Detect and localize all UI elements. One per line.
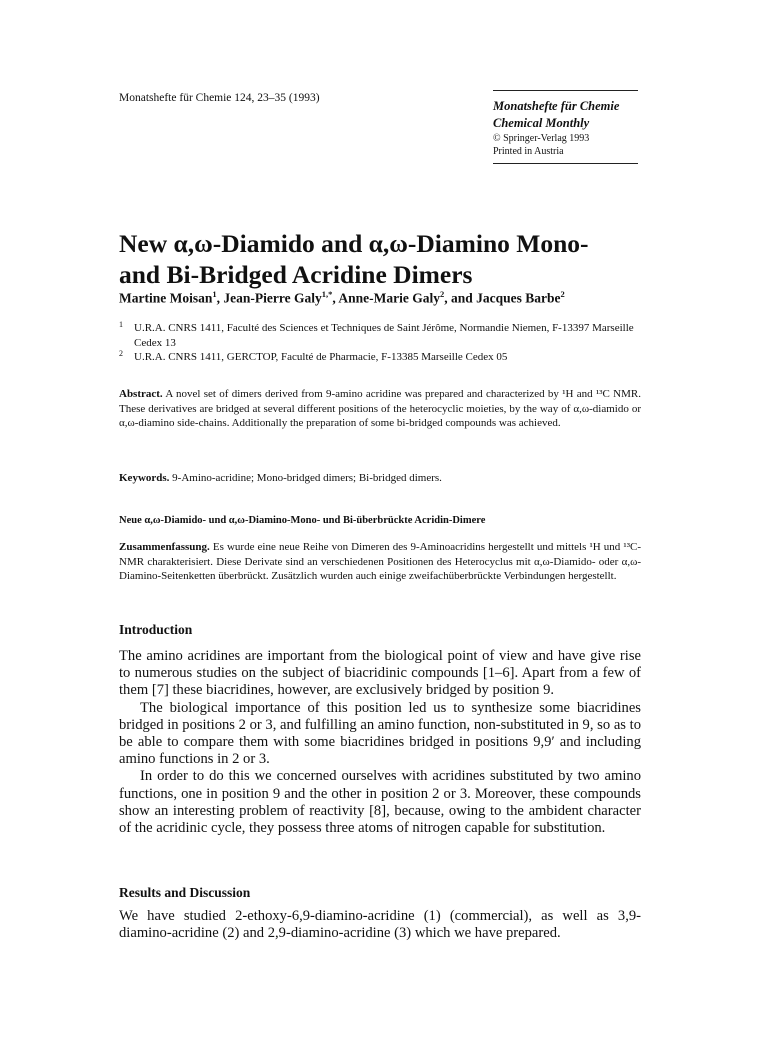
author-name: Jean-Pierre Galy	[223, 290, 322, 306]
zusammenfassung	[119, 540, 641, 584]
author-name: Martine Moisan	[119, 290, 213, 306]
publisher-rule-bottom	[493, 163, 638, 164]
publisher-box	[493, 90, 638, 164]
author-name: Anne-Marie Galy	[338, 290, 440, 306]
introduction-heading: Introduction	[119, 622, 193, 637]
publisher-rule-top	[493, 90, 638, 91]
affiliations	[119, 321, 639, 365]
abstract-label: Abstract.	[119, 388, 163, 400]
introduction-paragraph: The amino acridines are important from the biological point of view and have give rise to numerous studies on the subject of biacridinic compounds [1–6]. Apart from a few of them [7] these biacridines, however, are exclusively bridged by position 9.	[119, 648, 641, 699]
affiliation-number: 2	[119, 349, 123, 358]
results-paragraph: We have studied 2-ethoxy-6,9-diamino-acridine (1) (commercial), as well as 3,9-diamino-acridine (2) and 2,9-diamino-acridine (3) which we have prepared.	[119, 908, 641, 942]
journal-name-de: Monatshefte für Chemie	[493, 99, 620, 113]
author-separator: , and	[444, 290, 477, 306]
affiliation-text: U.R.A. CNRS 1411, GERCTOP, Faculté de Pharmacie, F-13385 Marseille Cedex 05	[134, 351, 508, 363]
author-separator: ,	[216, 290, 224, 306]
affiliation-text: U.R.A. CNRS 1411, Faculté des Sciences et Techniques de Saint Jérôme, Normandie Niemen, F-13397 Marseille Cedex 13	[134, 322, 634, 349]
introduction-paragraph: The biological importance of this position led us to synthesize some biacridines bridged in positions 2 or 3, and fulfilling an amino function, non-substituted in 9, so as to be able to compare them with some biacridines bridged in positions 9,9′ and including amino functions in 2 or 3.	[119, 699, 641, 768]
affiliation-number: 1	[119, 320, 123, 329]
results-heading: Results and Discussion	[119, 885, 251, 900]
author-name: Jacques Barbe	[476, 290, 561, 306]
abstract	[119, 387, 641, 431]
journal-reference: Monatshefte für Chemie 124, 23–35 (1993)	[119, 92, 320, 104]
results-body	[119, 908, 641, 942]
zusammenfassung-text: Es wurde eine neue Reihe von Dimeren des 9-Aminoacridins hergestellt und mittels ¹H und ¹³C-NMR charakterisiert. Diese Derivate sind an verschiedenen Positionen des Heterocyclus mit α,ω-Diamido- oder α,ω-Diamino-Seitenketten überbrückt. Zusätzlich wurden auch einige zweifachüberbrückte Verbindungen hergestellt.	[119, 541, 641, 583]
author-list	[119, 289, 565, 307]
keywords-text: 9-Amino-acridine; Mono-bridged dimers; Bi-bridged dimers.	[172, 472, 442, 484]
title-line-1: New α,ω-Diamido and α,ω-Diamino Mono-	[119, 229, 589, 258]
author-affil-mark: 1,*	[321, 289, 333, 299]
article-title	[119, 228, 659, 290]
keywords-label: Keywords.	[119, 472, 170, 484]
introduction-body	[119, 648, 641, 837]
introduction-paragraph: In order to do this we concerned ourselves with acridines substituted by two amino functions, one in position 9 and the other in position 2 or 3. Moreover, these compounds show an interesting problem of reactivity [8], because, owing to the ambident character of the acridinic cycle, they possess three atoms of nitrogen capable for substitution.	[119, 768, 641, 837]
affiliation-item	[119, 350, 639, 365]
author-affil-mark: 2	[560, 289, 565, 299]
author-affil-mark: 2	[439, 289, 445, 299]
author-separator: ,	[332, 290, 339, 306]
journal-name-en: Chemical Monthly	[493, 116, 590, 130]
german-title: Neue α,ω-Diamido- und α,ω-Diamino-Mono- und Bi-überbrückte Acridin-Dimere	[119, 515, 486, 526]
abstract-text: A novel set of dimers derived from 9-amino acridine was prepared and characterized by ¹H and ¹³C NMR. These derivatives are bridged at several different positions of the heterocyclic moieties, by the way of α,ω-diamido or α,ω-diamino side-chains. Additionally the preparation of some bi-bridged compounds was achieved.	[119, 388, 641, 430]
author-affil-mark: 1	[212, 289, 217, 299]
copyright-line: © Springer-Verlag 1993	[493, 133, 590, 144]
printed-line: Printed in Austria	[493, 146, 564, 157]
zusammenfassung-label: Zusammenfassung.	[119, 541, 210, 553]
keywords	[119, 471, 641, 486]
affiliation-item	[119, 321, 639, 350]
title-line-2: and Bi-Bridged Acridine Dimers	[119, 260, 473, 289]
